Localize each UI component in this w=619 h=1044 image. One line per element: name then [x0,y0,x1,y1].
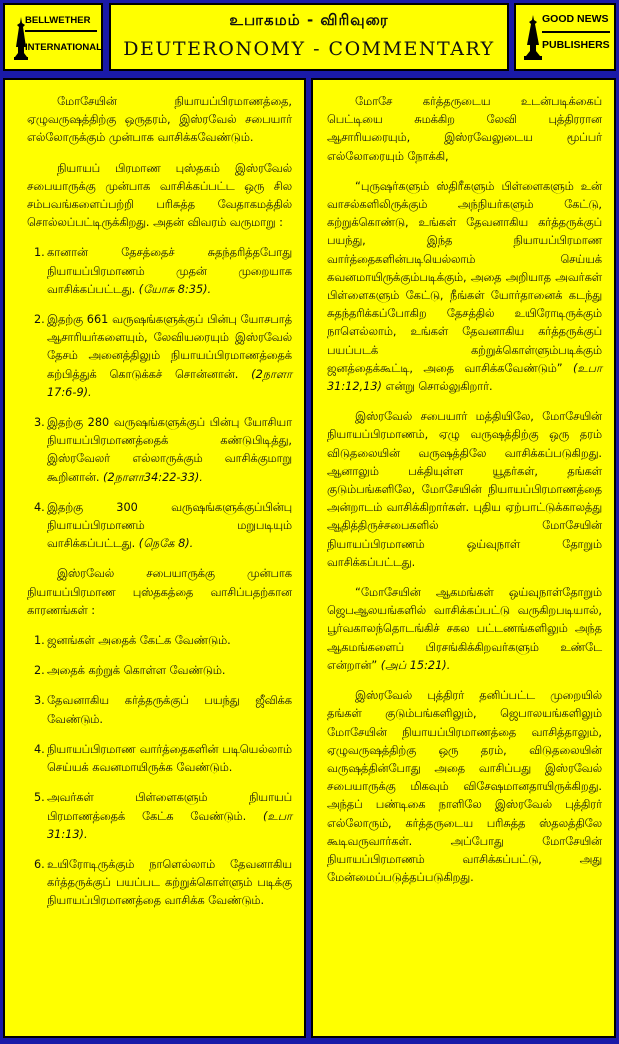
right-para-3: இஸ்ரவேல் சபையார் மத்தியிலே, மோசேயின் நியாயப்பிரமாணம், ஏழு வருஷத்திற்கு ஒரு தரம் விடுதலையின் வருஷத்திலே வாசிக்கப்படுகிறது. ஆனாலும் பக்தியுள்ள யூதர்கள், தங்கள் குடும்பங்களிலே, மோசேயின் நியாயப்பிரமாணத்தை அன்றாடம் வாசிக்கிறார்கள். புதிய ஏற்பாட்டுக்காலத்து ஆதித்திருச்சபைகளில் மோசேயின் நியாயப்பிரமாணம் ஒய்வுநாள் தோறும் வாசிக்கப்பட்டது. [327,410,602,569]
list-item-text: அவர்கள் பிள்ளைகளும் நியாயப் பிரமாணத்தைக் கேட்க வேண்டும். [47,791,292,823]
title-box [109,3,509,71]
list-item-text: ஜனங்கள் அதைக் கேட்க வேண்டும். [47,634,231,648]
quote-1-ref: (உபா 31:12,13) [327,361,602,394]
scripture-ref: (யோசு 8:35). [138,282,212,296]
header [0,0,619,76]
list-item-number: 3. [34,694,45,708]
list-item-number: 6. [34,857,45,871]
reasons-intro: இஸ்ரவேல் சபையாருக்கு முன்பாக நியாயப்பிரமாண புஸ்தகத்தை வாசிப்பதற்கான காரணங்கள் : [27,567,292,617]
list-item-text: இதற்கு 280 வருஷங்களுக்குப் பின்பு யோசியா நியாயப்பிரமாணத்தைக் கண்டுபிடித்து, இஸ்ரவேலர் எல்லாருக்கும் வாசிக்குமாறு கூறினான். [47,416,292,484]
bellwether-logo [3,3,103,71]
list-item [27,856,292,911]
list-item-number: 2. [34,664,45,678]
list-item-number: 2. [34,313,45,327]
list-item-number: 1. [34,634,45,648]
list-item [27,311,292,402]
list-item [27,499,292,554]
list-item-text: இதற்கு 300 வருஷங்களுக்குப்பின்பு நியாயப்பிரமாணம் மறுபடியும் வாசிக்கப்பட்டது. [47,500,292,551]
list-item-text: தேவனாகிய கர்த்தருக்குப் பயந்து ஜீவிக்க வேண்டும். [47,694,292,726]
list-item-text: நியாயப்பிரமாண வார்த்தைகளின் படியெல்லாம் செய்யக் கவனமாயிருக்க வேண்டும். [47,742,292,775]
right-para-5: இஸ்ரவேல் புத்திரர் தனிப்பட்ட முறையில் தங்கள் குடும்பங்களிலும், ஜெபாலயங்களிலும் மோசேயின் நியாயப்பிரமாணத்தை வாசித்தாலும், ஏழுவருஷத்திற்கு ஒரு தரம், விடுதலையின் வருஷத்தின்போது அதை வாசிப்பது இஸ்ரவேல் சபையாருக்கு மிகவும் விசேஷமானதாயிருக்கிறது. அந்தப் பண்டிகை நாளிலே இஸ்ரவேல் புத்திரர் எல்லோரும், கர்த்தருடைய பரிசுத்த ஸ்தலத்திலே கூடிவருவார்கள். அப்போது மோசேயின் நியாயப்பிரமாணம் வாசிக்கப்பட்டு, அது மேன்மைப்படுத்தப்படுகிறது. [327,689,602,885]
list-item [27,692,292,728]
title-english: DEUTERONOMY - COMMENTARY [123,38,495,60]
list-item-number: 4. [34,500,45,514]
reasons-list [27,632,292,910]
scripture-ref: (2நாளா 17:6-9). [47,367,292,399]
list-item-number: 4. [34,742,45,756]
list-item-text: இதற்கு 661 வருஷங்களுக்குப் பின்பு யோசபாத் ஆசாரியர்களையும், லேவியரையும் இஸ்ரவேல் தேசம் அனைத்திலும் நியாயப்பிரமாணத்தைக் கற்பித்துக் கொடுக்கச் சொன்னான். [47,313,292,381]
quote-2-ref: (அப் 15:21). [380,658,451,672]
left-intro-1: மோசேயின் நியாயப்பிரமாணத்தை, ஏழுவருஷத்திற்கு ஒருதரம், இஸ்ரவேல் சபையார் எல்லோருக்கும் முன்பாக வாசிக்கவேண்டும். [27,95,292,145]
logo-right-line2: PUBLISHERS [542,39,610,51]
right-column [311,78,616,1038]
list-item [27,244,292,299]
scripture-ref: (நெகே 8). [138,537,194,551]
list-item-number: 3. [34,416,45,430]
list-item-text: கானான் தேசத்தைச் சுதந்தரித்தபோது நியாயப்பிரமாணம் முதன் முறையாக வாசிக்கப்பட்டது. [47,246,292,296]
left-intro-2: நியாயப் பிரமாண புஸ்தகம் இஸ்ரவேல் சபையாருக்கு முன்பாக வாசிக்கப்பட்ட ஒரு சில சம்பவங்களைப்பற்றி பரிசுத்த வேதாகமத்தில் சொல்லப்பட்டிருக்கிறது. அதன் விவரம் வருமாறு : [27,161,292,230]
logo-left-line1: BELLWETHER [25,15,91,26]
title-tamil: உபாகமம் - விரிவுரை [229,11,389,29]
list-item [27,632,292,650]
logo-left-line2: INTERNATIONAL [25,42,102,53]
scripture-ref: (உபா 31:13). [47,809,293,841]
right-quote-2: “மோசேயின் ஆகமங்கள் ஒய்வுநாள்தோறும் ஜெபஆலயங்களில் வாசிக்கப்பட்டு வருகிறபடியால், பூர்வகாலந்தொடங்கிச் சகல பட்டணங்களிலும் அந்த ஆகமங்களைப் பிரசங்கிக்கிறவர்களும் உண்டே என்றான்” (அப் 15:21). [327,586,602,672]
list-item-number: 1. [34,246,45,260]
logo-right-line1: GOOD NEWS [542,13,609,25]
list-item-text: உயிரோடிருக்கும் நாளெல்லாம் தேவனாகிய கர்த்தருக்குப் பயப்பட கற்றுக்கொள்ளும் படிக்கு நியாயப்பிரமாணத்தை வாசிக்க வேண்டும். [47,857,292,908]
right-quote-1: “புருஷர்களும் ஸ்திரீகளும் பிள்ளைகளும் உன் வாசல்களிலிருக்கும் அந்நியர்களும் கேட்டு, கற்றுக்கொண்டு, உங்கள் தேவனாகிய கர்த்தருக்குப் பயந்து, இந்த நியாயப்பிரமாண வார்த்தைகளின்படியெல்லாம் செய்யக் கவனமாயிருக்கும்படிக்கும், அதை அறியாத அவர்கள் பிள்ளைகளும் கேட்டு, நீங்கள் யோர்தானைக் கடந்து சுதந்தரிக்கப்போகிற தேசத்தில் உயிரோடிருக்கும் நாளெல்லாம், உங்கள் தேவனாகிய கர்த்தருக்குப் பயப்படக் கற்றுக்கொள்ளும்படிக்கும் ஜனத்தைக்கூட்டி, அதை வாசிக்கவேண்டும்” (உபா 31:12,13) என்று சொல்லுகிறார். [327,179,602,394]
events-list [27,244,292,553]
list-item [27,741,292,777]
scripture-ref: (2நாளா34:22-33). [103,470,203,484]
good-news-icon [522,15,544,61]
list-item-text: அதைக் கற்றுக் கொள்ள வேண்டும். [47,664,226,678]
list-item-number: 5. [34,791,45,805]
left-column [3,78,306,1038]
right-para-1: மோசே கர்த்தருடைய உடன்படிக்கைப் பெட்டியை சுமக்கிற லேவி புத்திரரான ஆசாரியரையும், இஸ்ரவேலுடைய மூப்பர் எல்லோரையும் நோக்கி, [327,95,602,163]
list-item [27,662,292,680]
list-item [27,414,292,487]
list-item [27,789,292,844]
good-news-logo [514,3,616,71]
